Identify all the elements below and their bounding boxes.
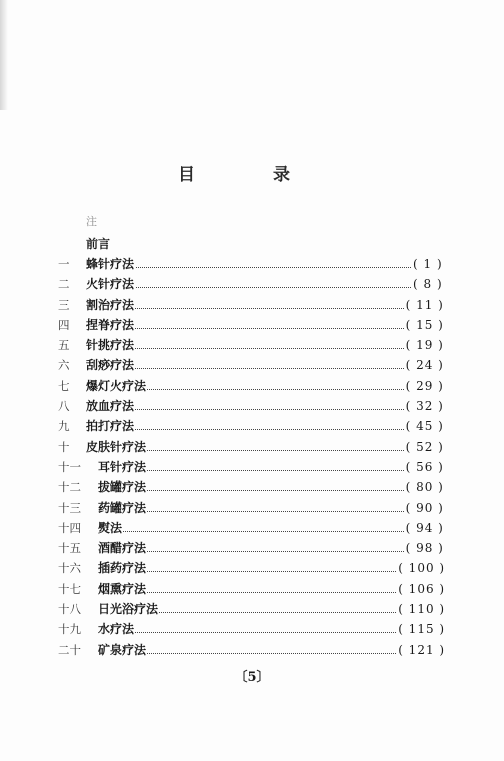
toc-entry-number: 四 — [58, 317, 70, 332]
toc-entry-number: 十一 — [58, 459, 81, 474]
toc-entry — [58, 498, 450, 518]
toc-entry-number: 七 — [58, 378, 70, 393]
toc-entry-number: 二十 — [58, 642, 81, 657]
toc-entry — [58, 396, 450, 416]
toc-entry-page: ( 52 ) — [406, 437, 444, 457]
toc-entry-title: 拍打疗法 — [86, 416, 135, 436]
toc-entry-title: 插药疗法 — [98, 558, 147, 578]
toc-entry-title: 酒醋疗法 — [98, 538, 147, 558]
toc-entry-page: ( 110 ) — [398, 599, 445, 619]
toc-entry-page: ( 29 ) — [406, 376, 444, 396]
page-title: 目 录 — [178, 165, 326, 185]
toc-entry — [58, 538, 450, 558]
scan-edge-shadow — [0, 0, 8, 110]
toc-entry-number: 十 — [58, 439, 70, 454]
toc-entry — [58, 274, 450, 294]
toc-entry-title: 药罐疗法 — [98, 498, 147, 518]
toc-entry-page: ( 56 ) — [406, 457, 444, 477]
toc-entry-number: 八 — [58, 399, 70, 414]
toc-entry-number: 六 — [58, 358, 70, 373]
toc-entry — [58, 477, 450, 497]
toc-entry-page: ( 94 ) — [406, 518, 444, 538]
toc-entry — [58, 579, 450, 599]
toc-entry — [58, 295, 450, 315]
toc-entry-title: 捏脊疗法 — [86, 315, 135, 335]
toc-entry-title: 熨法 — [98, 518, 123, 538]
toc-entry-number: 十二 — [58, 480, 81, 495]
toc-entry — [58, 254, 450, 274]
toc-entry — [58, 335, 450, 355]
toc-entry-title: 放血疗法 — [86, 396, 135, 416]
toc-entry-number: 十八 — [58, 602, 81, 617]
toc-entry-page: ( 90 ) — [406, 498, 444, 518]
toc-entry-page: ( 45 ) — [406, 416, 444, 436]
toc-entry — [58, 558, 450, 578]
toc-entry-page: ( 98 ) — [406, 538, 444, 558]
toc-entry-title: 爆灯火疗法 — [86, 376, 147, 396]
toc-entry-number: 五 — [58, 338, 70, 353]
toc-entry-number: 十四 — [58, 520, 81, 535]
toc-entry — [58, 315, 450, 335]
toc-entry-title: 耳针疗法 — [98, 457, 147, 477]
toc-entry-title: 火针疗法 — [86, 274, 135, 294]
toc-entry-title: 日光浴疗法 — [98, 599, 159, 619]
toc-entry-page: ( 32 ) — [406, 396, 444, 416]
toc-entry — [58, 599, 450, 619]
toc-entry-title: 刮痧疗法 — [86, 355, 135, 375]
toc-entry-page: ( 121 ) — [398, 640, 445, 660]
toc-entry-page: ( 8 ) — [413, 274, 443, 294]
toc-entry-number: 十九 — [58, 622, 81, 637]
toc-entry-number: 二 — [58, 277, 70, 292]
toc-entry-page: ( 80 ) — [406, 477, 444, 497]
toc-entry — [58, 376, 450, 396]
toc-entry-page: ( 19 ) — [406, 335, 444, 355]
toc-entry-number: 十六 — [58, 561, 81, 576]
toc-entry — [58, 437, 450, 457]
table-of-contents — [58, 254, 450, 660]
toc-entry-page: ( 100 ) — [398, 558, 445, 578]
toc-entry — [58, 355, 450, 375]
toc-entry-title: 水疗法 — [98, 619, 135, 639]
toc-entry — [58, 457, 450, 477]
toc-entry-page: ( 11 ) — [406, 295, 444, 315]
toc-leader-dots — [98, 632, 396, 633]
page-number-footer: 〔5〕 — [234, 670, 270, 685]
toc-entry — [58, 640, 450, 660]
toc-entry-page: ( 15 ) — [406, 315, 444, 335]
note-mark: 注 — [86, 215, 97, 228]
toc-entry-title: 拔罐疗法 — [98, 477, 147, 497]
toc-entry-title: 割治疗法 — [86, 295, 135, 315]
toc-entry-page: ( 1 ) — [413, 254, 443, 274]
toc-entry — [58, 416, 450, 436]
toc-leader-dots — [98, 531, 404, 532]
toc-entry-number: 十三 — [58, 500, 81, 515]
toc-entry — [58, 619, 450, 639]
toc-entry-number: 十七 — [58, 581, 81, 596]
toc-entry-number: 九 — [58, 419, 70, 434]
toc-entry-page: ( 24 ) — [406, 355, 444, 375]
toc-entry-page: ( 106 ) — [398, 579, 445, 599]
toc-entry-title: 烟熏疗法 — [98, 579, 147, 599]
toc-entry-title: 蜂针疗法 — [86, 254, 135, 274]
toc-entry-page: ( 115 ) — [398, 619, 445, 639]
toc-preface: 前言 — [86, 237, 111, 251]
toc-entry-title: 针挑疗法 — [86, 335, 135, 355]
toc-entry — [58, 518, 450, 538]
toc-entry-title: 皮肤针疗法 — [86, 437, 147, 457]
toc-entry-number: 十五 — [58, 541, 81, 556]
toc-entry-number: 三 — [58, 297, 70, 312]
toc-entry-title: 矿泉疗法 — [98, 640, 147, 660]
toc-entry-number: 一 — [58, 257, 70, 271]
